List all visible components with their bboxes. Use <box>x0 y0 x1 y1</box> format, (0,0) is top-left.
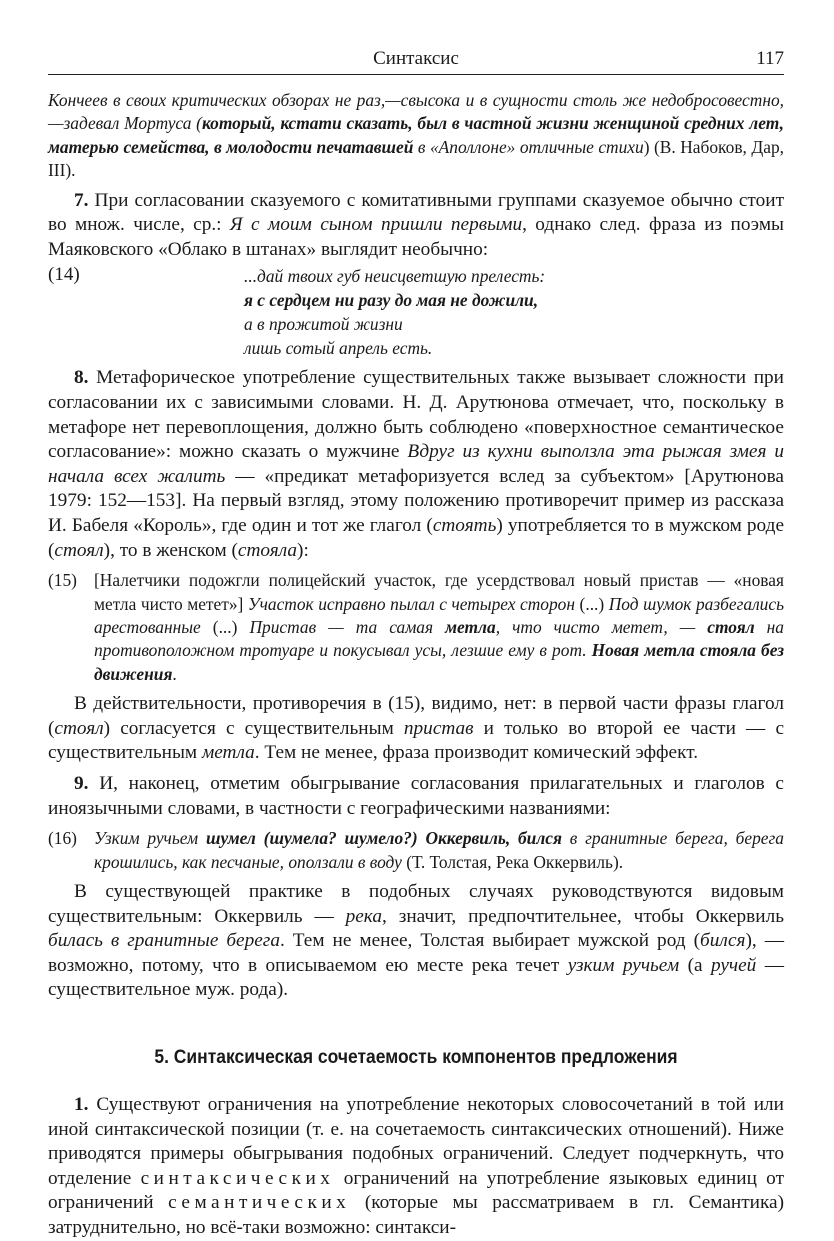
poem-line: ...дай твоих губ неисцветшую прелесть: <box>244 266 546 287</box>
quote-text-2: в «Аполлоне» отличные стихи <box>413 136 644 157</box>
example-number: (15) <box>48 570 77 591</box>
paragraph-16-commentary: В существующей практике в подобных случаях руководствуются видовым существительным: Оккервиль — река, значит, предпочтительнее, чтобы Оккервиль билась в гранитные берега. Тем не менее, Толстая выбирает мужской род (бился), — возможно, потому, что в описываемом ею месте река течет узким ручьем (а ручей — существительное муж. рода). <box>48 880 785 1001</box>
example-number: (14) <box>48 264 80 286</box>
paragraph-number: 9. <box>74 772 89 794</box>
paragraph-7: 7. При согласовании сказуемого с комитативными группами сказуемое обычно стоит во множ. числе, ср.: Я с моим сыном пришли первыми, однако след. фраза из поэмы Маяковского «Облако в штанах» выглядит необычно: <box>48 189 784 260</box>
paragraph-15-commentary: В действительности, противоречия в (15), видимо, нет: в первой части фразы глагол (стоял) согласуется с существительным пристав и только во второй ее части — с существительным метла. Тем не менее, фраза производит комический эффект. <box>48 693 784 764</box>
quote-bold: который, кстати сказать, был в частной жизни женщиной средних лет, матерью семейства, в молодости печатавшей <box>48 113 785 157</box>
example-14 <box>48 264 784 360</box>
running-title: Синтаксис <box>373 48 459 69</box>
quote-nabokov <box>48 89 784 183</box>
example-16: (16) Узким ручьем шумел (шумела? шумело?) Оккервиль, бился в гранитные берега, берега крошились, как песчаные, оползали в воду (Т. Толстая, Река Оккервиль). <box>48 828 784 872</box>
section-heading: 5. Синтаксическая сочетаемость компонентов предложения <box>154 1046 678 1068</box>
paragraph-number: 7. <box>74 189 89 211</box>
quote-source: ) (В. Набоков, Дар, III). <box>48 136 784 181</box>
quote-text: Кончеев в своих критических обзорах не раз,—свысока и в сущности столь же недобросовестно,—задевал Мортуса ( <box>48 90 784 134</box>
paragraph-number: 8. <box>74 367 89 389</box>
paragraph-9: 9. И, наконец, отметим обыгрывание согласования прилагательных и глаголов с иноязычными словами, в частности с географическими названиями: <box>48 772 784 819</box>
page-number: 117 <box>756 48 784 69</box>
paragraph-section5-1: 1. Существуют ограничения на употребление некоторых словосочетаний в той или иной синтаксической позиции (т. е. на сочетаемость синтаксических отношений). Ниже приводятся примеры обыгрывания подобных ограничений. Следует подчеркнуть, что отделение синтаксических ограничений на употребление языковых единиц от ограничений семантических (которые мы рассматриваем в гл. Семантика) затруднительно, но всё-таки возможно: синтакси- <box>48 1093 784 1238</box>
example-number: (16) <box>48 828 77 849</box>
page <box>48 48 784 1241</box>
header-rule <box>48 74 784 75</box>
poem-line-bold: я с сердцем ни разу до мая не дожили, <box>244 290 539 311</box>
poem-line: а в прожитой жизни <box>244 314 403 335</box>
poem-line: лишь сотый апрель есть. <box>244 338 433 359</box>
paragraph-8: 8. Метафорическое употребление существительных также вызывает сложности при согласовании их с зависимыми словами. Н. Д. Арутюнова отмечает, что, поскольку в метафоре нет перевоплощения, должно быть соблюдено «поверхностное семантическое согласование»: можно сказать о мужчине Вдруг из кухни выползла эта рыжая змея и начала всех жалить — «предикат метафоризуется вслед за субъектом» [Арутюнова 1979: 152—153]. На первый взгляд, этому положению противоречит пример из рассказа И. Бабеля «Король», где один и тот же глагол (стоять) употребляется то в мужском роде (стоял), то в женском (стояла): <box>48 367 785 561</box>
example-15: (15) [Налетчики подожгли полицейский участок, где усердствовал новый пристав — «новая метла чисто метет»] Участок исправно пылал с четырех сторон (...) Под шумок разбегались арестованные (...) Пристав — та самая метла, что чисто метет, — стоял на противоположном тротуаре и покусывал усы, лезшие ему в рот. Новая метла стояла без движения. <box>48 570 784 684</box>
paragraph-number: 1. <box>74 1093 89 1115</box>
running-header <box>48 48 784 72</box>
